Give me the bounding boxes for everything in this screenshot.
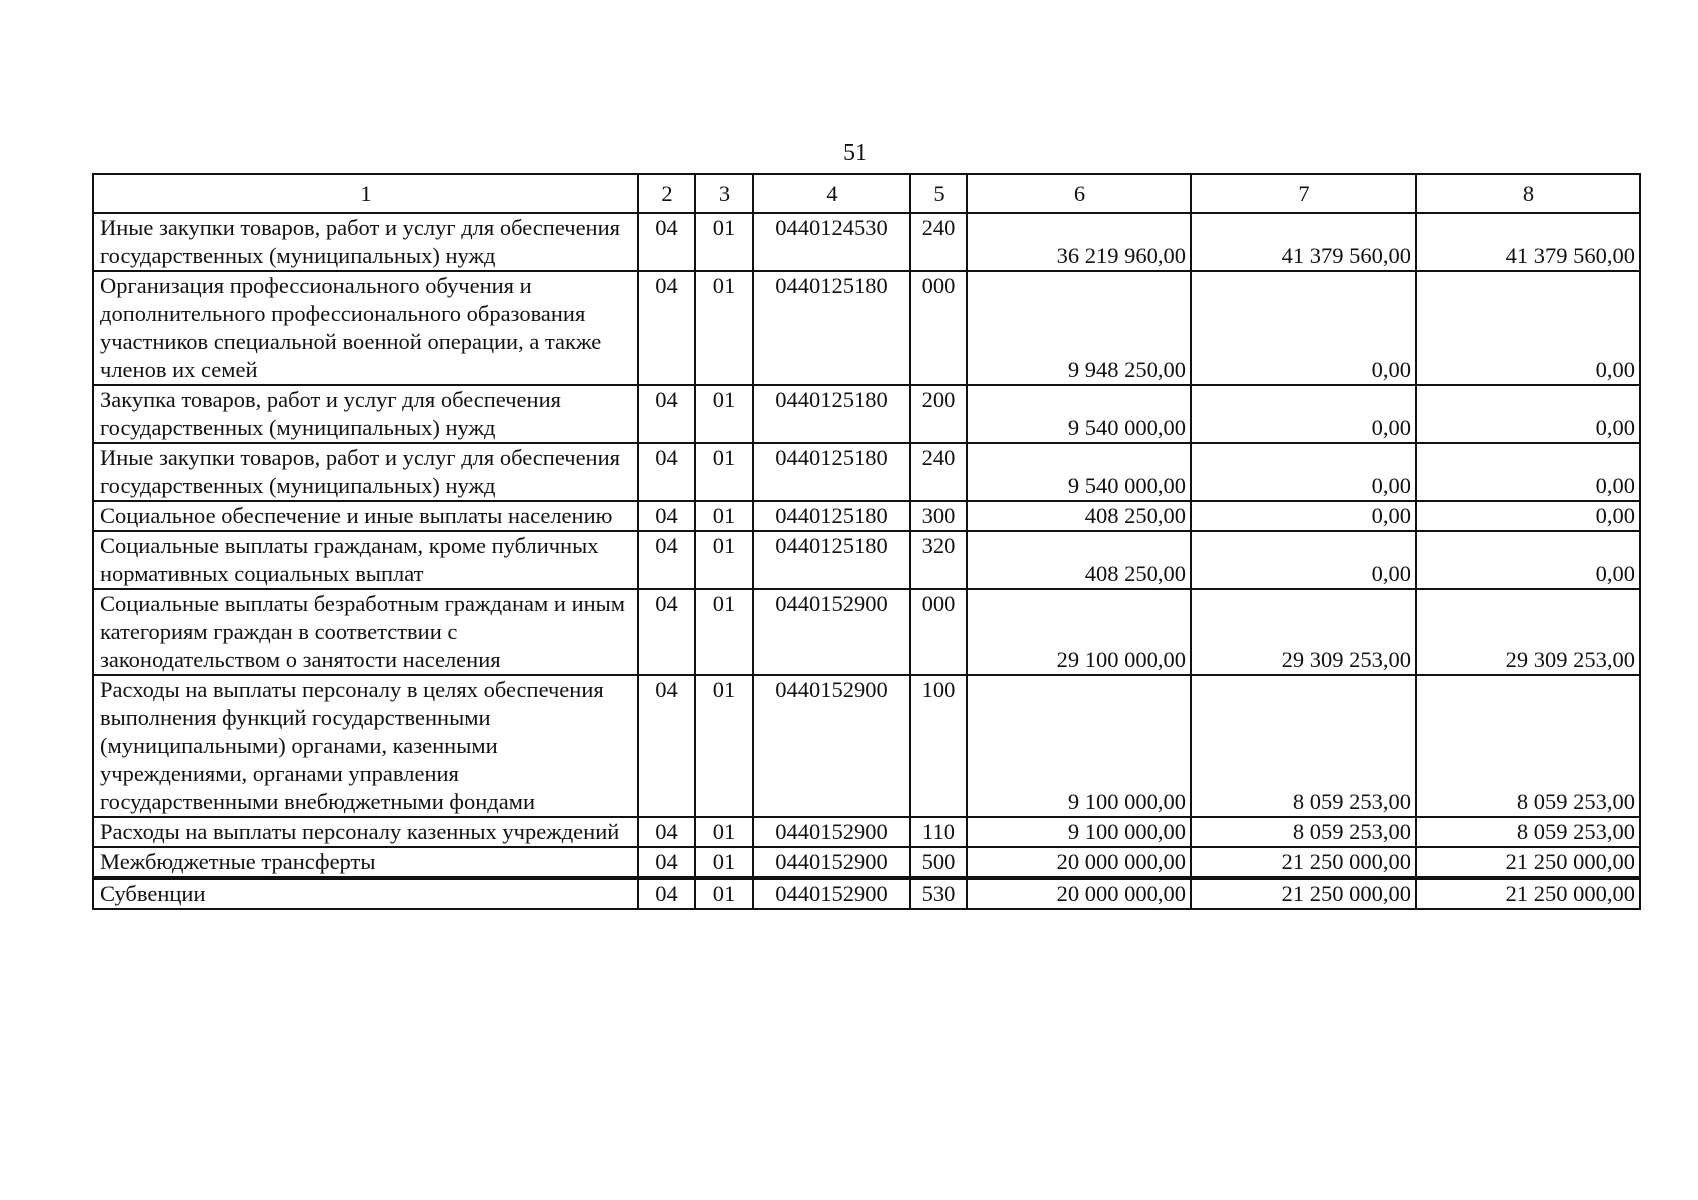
amount-col8-cell: 0,00	[1416, 385, 1640, 443]
amount-col7-cell: 0,00	[1191, 501, 1416, 531]
row-name-cell: Иные закупки товаров, работ и услуг для обеспечения государственных (муниципальных) нужд	[93, 443, 638, 501]
amount-col6-cell: 9 540 000,00	[967, 443, 1191, 501]
amount-col6-cell: 20 000 000,00	[967, 847, 1191, 878]
amount-col8-cell: 0,00	[1416, 501, 1640, 531]
section-cell: 04	[638, 443, 695, 501]
subsection-cell: 01	[695, 878, 753, 909]
amount-col8-cell: 41 379 560,00	[1416, 213, 1640, 271]
row-name-cell: Социальные выплаты гражданам, кроме публичных нормативных социальных выплат	[93, 531, 638, 589]
row-name-cell: Социальное обеспечение и иные выплаты населению	[93, 501, 638, 531]
target-article-cell: 0440125180	[753, 271, 910, 385]
subsection-cell: 01	[695, 443, 753, 501]
row-name-cell: Межбюджетные трансферты	[93, 847, 638, 878]
table-row	[93, 589, 1640, 675]
section-cell: 04	[638, 385, 695, 443]
target-article-cell: 0440124530	[753, 213, 910, 271]
column-header: 4	[753, 174, 910, 213]
row-name-cell: Иные закупки товаров, работ и услуг для обеспечения государственных (муниципальных) нужд	[93, 213, 638, 271]
amount-col7-cell: 41 379 560,00	[1191, 213, 1416, 271]
expense-type-cell: 300	[910, 501, 967, 531]
amount-col6-cell: 20 000 000,00	[967, 878, 1191, 909]
expense-type-cell: 110	[910, 817, 967, 847]
table-row	[93, 847, 1640, 878]
table-row	[93, 213, 1640, 271]
row-name-cell: Расходы на выплаты персоналу в целях обеспечения выполнения функций государственными (муниципальными) органами, казенными учреждениями, органами управления государственными внебюджетными фондами	[93, 675, 638, 817]
amount-col8-cell: 0,00	[1416, 531, 1640, 589]
table-row	[93, 501, 1640, 531]
section-cell: 04	[638, 878, 695, 909]
expense-type-cell: 200	[910, 385, 967, 443]
amount-col7-cell: 21 250 000,00	[1191, 847, 1416, 878]
budget-table	[92, 173, 1641, 910]
amount-col8-cell: 8 059 253,00	[1416, 675, 1640, 817]
table-row	[93, 271, 1640, 385]
amount-col8-cell: 21 250 000,00	[1416, 847, 1640, 878]
amount-col7-cell: 29 309 253,00	[1191, 589, 1416, 675]
amount-col7-cell: 8 059 253,00	[1191, 675, 1416, 817]
subsection-cell: 01	[695, 847, 753, 878]
row-name-cell: Субвенции	[93, 878, 638, 909]
table-row	[93, 878, 1640, 909]
target-article-cell: 0440152900	[753, 817, 910, 847]
row-name-cell: Расходы на выплаты персоналу казенных учреждений	[93, 817, 638, 847]
column-header: 2	[638, 174, 695, 213]
table-row	[93, 531, 1640, 589]
section-cell: 04	[638, 501, 695, 531]
amount-col6-cell: 9 948 250,00	[967, 271, 1191, 385]
row-name-cell: Социальные выплаты безработным гражданам и иным категориям граждан в соответствии с законодательством о занятости населения	[93, 589, 638, 675]
amount-col6-cell: 9 100 000,00	[967, 675, 1191, 817]
subsection-cell: 01	[695, 213, 753, 271]
target-article-cell: 0440152900	[753, 589, 910, 675]
column-header: 6	[967, 174, 1191, 213]
column-header: 1	[93, 174, 638, 213]
expense-type-cell: 240	[910, 443, 967, 501]
amount-col7-cell: 0,00	[1191, 531, 1416, 589]
row-name-cell: Закупка товаров, работ и услуг для обеспечения государственных (муниципальных) нужд	[93, 385, 638, 443]
target-article-cell: 0440152900	[753, 675, 910, 817]
column-header: 7	[1191, 174, 1416, 213]
target-article-cell: 0440125180	[753, 501, 910, 531]
amount-col6-cell: 408 250,00	[967, 501, 1191, 531]
subsection-cell: 01	[695, 675, 753, 817]
amount-col7-cell: 21 250 000,00	[1191, 878, 1416, 909]
expense-type-cell: 000	[910, 271, 967, 385]
amount-col6-cell: 9 100 000,00	[967, 817, 1191, 847]
subsection-cell: 01	[695, 817, 753, 847]
expense-type-cell: 100	[910, 675, 967, 817]
section-cell: 04	[638, 213, 695, 271]
header-row	[93, 174, 1640, 213]
section-cell: 04	[638, 675, 695, 817]
target-article-cell: 0440125180	[753, 385, 910, 443]
table-row	[93, 443, 1640, 501]
page-number: 51	[843, 140, 867, 166]
section-cell: 04	[638, 531, 695, 589]
table-row	[93, 817, 1640, 847]
column-header: 3	[695, 174, 753, 213]
section-cell: 04	[638, 271, 695, 385]
subsection-cell: 01	[695, 589, 753, 675]
target-article-cell: 0440152900	[753, 847, 910, 878]
subsection-cell: 01	[695, 531, 753, 589]
section-cell: 04	[638, 847, 695, 878]
section-cell: 04	[638, 589, 695, 675]
section-cell: 04	[638, 817, 695, 847]
subsection-cell: 01	[695, 501, 753, 531]
amount-col7-cell: 0,00	[1191, 443, 1416, 501]
amount-col7-cell: 0,00	[1191, 271, 1416, 385]
subsection-cell: 01	[695, 385, 753, 443]
target-article-cell: 0440125180	[753, 443, 910, 501]
amount-col8-cell: 21 250 000,00	[1416, 878, 1640, 909]
target-article-cell: 0440125180	[753, 531, 910, 589]
table-row	[93, 675, 1640, 817]
amount-col7-cell: 0,00	[1191, 385, 1416, 443]
row-name-cell: Организация профессионального обучения и дополнительного профессионального образования участников специальной военной операции, а также членов их семей	[93, 271, 638, 385]
amount-col6-cell: 408 250,00	[967, 531, 1191, 589]
amount-col6-cell: 36 219 960,00	[967, 213, 1191, 271]
amount-col8-cell: 8 059 253,00	[1416, 817, 1640, 847]
amount-col7-cell: 8 059 253,00	[1191, 817, 1416, 847]
column-header: 8	[1416, 174, 1640, 213]
amount-col8-cell: 0,00	[1416, 271, 1640, 385]
expense-type-cell: 500	[910, 847, 967, 878]
table-row	[93, 385, 1640, 443]
subsection-cell: 01	[695, 271, 753, 385]
target-article-cell: 0440152900	[753, 878, 910, 909]
amount-col8-cell: 29 309 253,00	[1416, 589, 1640, 675]
expense-type-cell: 320	[910, 531, 967, 589]
expense-type-cell: 240	[910, 213, 967, 271]
expense-type-cell: 000	[910, 589, 967, 675]
expense-type-cell: 530	[910, 878, 967, 909]
amount-col8-cell: 0,00	[1416, 443, 1640, 501]
amount-col6-cell: 9 540 000,00	[967, 385, 1191, 443]
column-header: 5	[910, 174, 967, 213]
amount-col6-cell: 29 100 000,00	[967, 589, 1191, 675]
